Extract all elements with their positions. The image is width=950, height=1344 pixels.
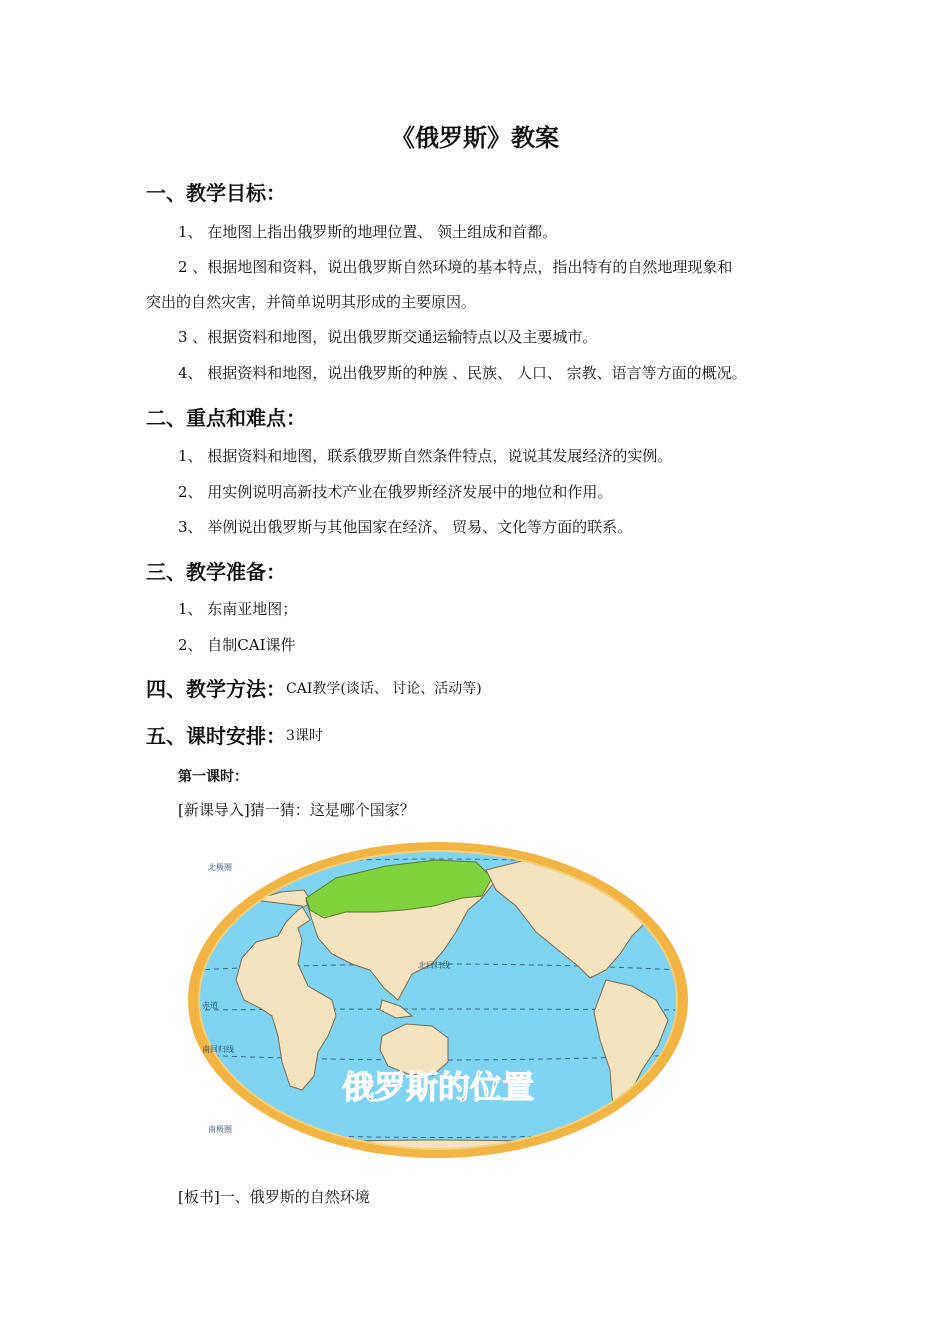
- blackboard-note: [板书]一、俄罗斯的自然环境: [178, 1188, 370, 1206]
- label-antarctic-circle: 南极圈: [208, 1125, 232, 1134]
- schedule-value: 3课时: [286, 728, 323, 744]
- label-arctic-circle: 北极圈: [208, 863, 232, 872]
- objective-item-4: 4、 根据资料和地图，说出俄罗斯的种族 、民族、 人口、 宗教、语言等方面的概况。: [178, 364, 747, 382]
- key-point-item-3: 3、 举例说出俄罗斯与其他国家在经济、 贸易、文化等方面的联系。: [178, 518, 633, 536]
- section-heading-method: 四、教学方法：: [146, 677, 286, 701]
- section-heading-key-points: 二、重点和难点：: [146, 406, 306, 430]
- lesson-1-intro: [新课导入]猜一猜：这是哪个国家？: [178, 801, 415, 819]
- section-heading-objectives: 一、教学目标：: [146, 181, 286, 205]
- preparation-item-2: 2、 自制CAI课件: [178, 636, 296, 654]
- section-schedule: [146, 720, 323, 749]
- world-map-figure: [186, 840, 690, 1160]
- section-heading-schedule: 五、课时安排：: [146, 724, 286, 748]
- section-method: [146, 673, 482, 702]
- key-point-item-2: 2、 用实例说明高新技术产业在俄罗斯经济发展中的地位和作用。: [178, 483, 613, 501]
- section-heading-preparation: 三、教学准备：: [146, 560, 286, 584]
- label-tropic-south: 南回归线: [202, 1045, 234, 1054]
- document-title: 《俄罗斯》教案: [391, 123, 559, 152]
- preparation-item-1: 1、 东南亚地图；: [178, 600, 298, 618]
- key-point-item-1: 1、 根据资料和地图，联系俄罗斯自然条件特点，说说其发展经济的实例。: [178, 447, 673, 465]
- objective-item-3: 3 、根据资料和地图，说出俄罗斯交通运输特点以及主要城市。: [178, 328, 598, 346]
- objective-item-2-cont: 突出的自然灾害，并简单说明其形成的主要原因。: [146, 293, 477, 311]
- objective-item-1: 1、 在地图上指出俄罗斯的地理位置、 领土组成和首都。: [178, 223, 558, 241]
- objective-item-2: 2 、根据地图和资料，说出俄罗斯自然环境的基本特点，指出特有的自然地理现象和: [178, 258, 733, 276]
- lesson-1-label: 第一课时：: [178, 769, 248, 785]
- map-caption: 俄罗斯的位置: [341, 1068, 535, 1106]
- label-equator: 赤道: [202, 1001, 218, 1010]
- label-tropic-north: 北回归线: [418, 961, 450, 970]
- method-value: CAI教学(谈话、 讨论、活动等): [286, 681, 482, 697]
